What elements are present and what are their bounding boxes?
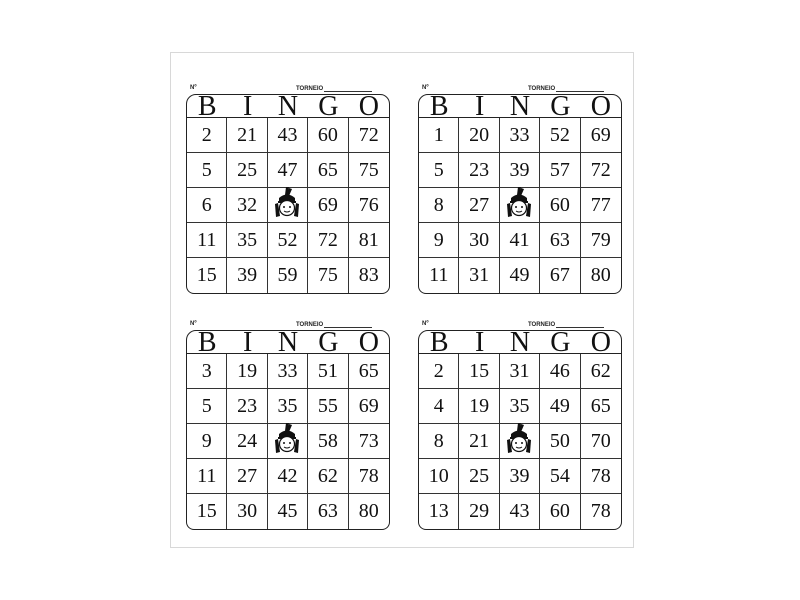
tournament-line [556, 321, 604, 328]
tournament-line [324, 321, 372, 328]
number-cell: 42 [268, 459, 308, 494]
number-cell: 35 [268, 389, 308, 424]
number-cell: 9 [419, 223, 459, 258]
tournament-field [296, 85, 372, 92]
bingo-letter: O [358, 330, 379, 354]
bingo-letter: B [429, 330, 449, 354]
number-cell: 24 [227, 424, 267, 459]
number-cell: 15 [187, 494, 227, 529]
number-cell: 19 [227, 354, 267, 389]
number-cell: 1 [419, 118, 459, 153]
number-cell: 78 [581, 459, 621, 494]
number-cell: 62 [308, 459, 348, 494]
number-cell: 46 [540, 354, 580, 389]
card-number-label: Nº [190, 85, 197, 91]
number-cell: 65 [581, 389, 621, 424]
number-cell: 58 [308, 424, 348, 459]
indian-chief-head-icon [505, 422, 533, 460]
number-cell: 51 [308, 354, 348, 389]
number-grid [418, 118, 622, 294]
number-cell: 76 [349, 188, 389, 223]
bingo-letter: N [509, 330, 531, 354]
number-cell: 2 [419, 354, 459, 389]
number-cell: 75 [349, 153, 389, 188]
free-space [500, 424, 540, 459]
number-cell: 29 [459, 494, 499, 529]
number-cell: 39 [500, 153, 540, 188]
number-cell: 59 [268, 258, 308, 293]
bingo-letter: I [242, 330, 253, 354]
number-cell: 63 [540, 223, 580, 258]
bingo-card [186, 320, 390, 530]
number-cell: 77 [581, 188, 621, 223]
number-cell: 11 [187, 223, 227, 258]
number-cell: 50 [540, 424, 580, 459]
bingo-letter: B [197, 330, 217, 354]
number-cell: 19 [459, 389, 499, 424]
number-cell: 47 [268, 153, 308, 188]
bingo-letter: G [318, 94, 339, 118]
number-cell: 57 [540, 153, 580, 188]
number-cell: 3 [187, 354, 227, 389]
number-grid [186, 354, 390, 530]
card-header [186, 320, 390, 330]
number-cell: 20 [459, 118, 499, 153]
bingo-letters-row [186, 94, 390, 118]
number-cell: 69 [308, 188, 348, 223]
bingo-letter: B [197, 94, 217, 118]
number-cell: 69 [581, 118, 621, 153]
tournament-label: TORNEIO [528, 322, 556, 328]
tournament-field [528, 321, 604, 328]
bingo-letter: I [474, 94, 485, 118]
bingo-card [186, 84, 390, 294]
number-cell: 8 [419, 424, 459, 459]
number-cell: 25 [227, 153, 267, 188]
number-cell: 15 [459, 354, 499, 389]
number-cell: 72 [581, 153, 621, 188]
number-cell: 67 [540, 258, 580, 293]
bingo-letter: B [429, 94, 449, 118]
number-cell: 78 [349, 459, 389, 494]
number-cell: 41 [500, 223, 540, 258]
card-header [186, 84, 390, 94]
card-header [418, 320, 622, 330]
number-cell: 4 [419, 389, 459, 424]
number-cell: 45 [268, 494, 308, 529]
number-cell: 83 [358, 264, 379, 286]
number-cell: 21 [227, 118, 267, 153]
bingo-letter: G [318, 330, 339, 354]
number-cell: 33 [500, 118, 540, 153]
number-cell: 54 [540, 459, 580, 494]
number-cell: 2 [187, 118, 227, 153]
indian-chief-head-icon [273, 186, 301, 224]
number-cell: 35 [227, 223, 267, 258]
number-cell: 49 [500, 258, 540, 293]
number-grid [186, 118, 390, 294]
number-cell: 81 [349, 223, 389, 258]
tournament-label: TORNEIO [296, 86, 324, 92]
bingo-letter: N [277, 94, 299, 118]
bingo-card [418, 84, 622, 294]
number-cell: 10 [419, 459, 459, 494]
number-cell: 27 [227, 459, 267, 494]
number-cell: 39 [227, 258, 267, 293]
number-cell: 13 [419, 494, 459, 529]
bingo-letter: N [277, 330, 299, 354]
number-cell: 35 [500, 389, 540, 424]
tournament-field [528, 85, 604, 92]
number-cell: 23 [459, 153, 499, 188]
bingo-letter: G [550, 94, 571, 118]
number-cell: 69 [349, 389, 389, 424]
free-space [268, 424, 308, 459]
number-cell: 11 [419, 258, 459, 293]
number-cell: 70 [581, 424, 621, 459]
number-cell: 72 [349, 118, 389, 153]
number-cell: 80 [590, 264, 611, 286]
free-space [268, 188, 308, 223]
number-cell: 79 [581, 223, 621, 258]
number-cell: 52 [268, 223, 308, 258]
number-cell: 33 [268, 354, 308, 389]
number-cell: 65 [308, 153, 348, 188]
number-cell: 65 [349, 354, 389, 389]
card-number-label: Nº [190, 321, 197, 327]
bingo-letter: I [242, 94, 253, 118]
number-grid [418, 354, 622, 530]
number-cell: 52 [540, 118, 580, 153]
number-cell: 80 [358, 500, 379, 522]
number-cell: 60 [540, 188, 580, 223]
indian-chief-head-icon [505, 186, 533, 224]
tournament-field [296, 321, 372, 328]
number-cell: 72 [308, 223, 348, 258]
number-cell: 21 [459, 424, 499, 459]
number-cell: 62 [581, 354, 621, 389]
number-cell: 30 [459, 223, 499, 258]
number-cell: 5 [419, 153, 459, 188]
number-cell: 60 [540, 494, 580, 529]
number-cell: 55 [308, 389, 348, 424]
number-cell: 30 [227, 494, 267, 529]
number-cell: 25 [459, 459, 499, 494]
number-cell: 63 [308, 494, 348, 529]
number-cell: 32 [227, 188, 267, 223]
bingo-letter: O [358, 94, 379, 118]
bingo-letter: O [590, 94, 611, 118]
tournament-label: TORNEIO [296, 322, 324, 328]
number-cell: 60 [308, 118, 348, 153]
tournament-line [556, 85, 604, 92]
indian-chief-head-icon [273, 422, 301, 460]
card-header [418, 84, 622, 94]
number-cell: 31 [459, 258, 499, 293]
bingo-letters-row [186, 330, 390, 354]
number-cell: 43 [500, 494, 540, 529]
number-cell: 6 [187, 188, 227, 223]
number-cell: 43 [268, 118, 308, 153]
card-number-label: Nº [422, 321, 429, 327]
free-space [500, 188, 540, 223]
number-cell: 78 [590, 500, 611, 522]
bingo-letters-row [418, 94, 622, 118]
tournament-line [324, 85, 372, 92]
number-cell: 23 [227, 389, 267, 424]
number-cell: 8 [419, 188, 459, 223]
number-cell: 11 [187, 459, 227, 494]
number-cell: 39 [500, 459, 540, 494]
number-cell: 73 [349, 424, 389, 459]
number-cell: 49 [540, 389, 580, 424]
number-cell: 31 [500, 354, 540, 389]
tournament-label: TORNEIO [528, 86, 556, 92]
number-cell: 5 [187, 389, 227, 424]
bingo-letter: O [590, 330, 611, 354]
number-cell: 5 [187, 153, 227, 188]
card-number-label: Nº [422, 85, 429, 91]
bingo-letter: G [550, 330, 571, 354]
number-cell: 75 [308, 258, 348, 293]
number-cell: 9 [187, 424, 227, 459]
number-cell: 15 [187, 258, 227, 293]
bingo-letters-row [418, 330, 622, 354]
bingo-letter: I [474, 330, 485, 354]
bingo-letter: N [509, 94, 531, 118]
number-cell: 27 [459, 188, 499, 223]
bingo-card [418, 320, 622, 530]
